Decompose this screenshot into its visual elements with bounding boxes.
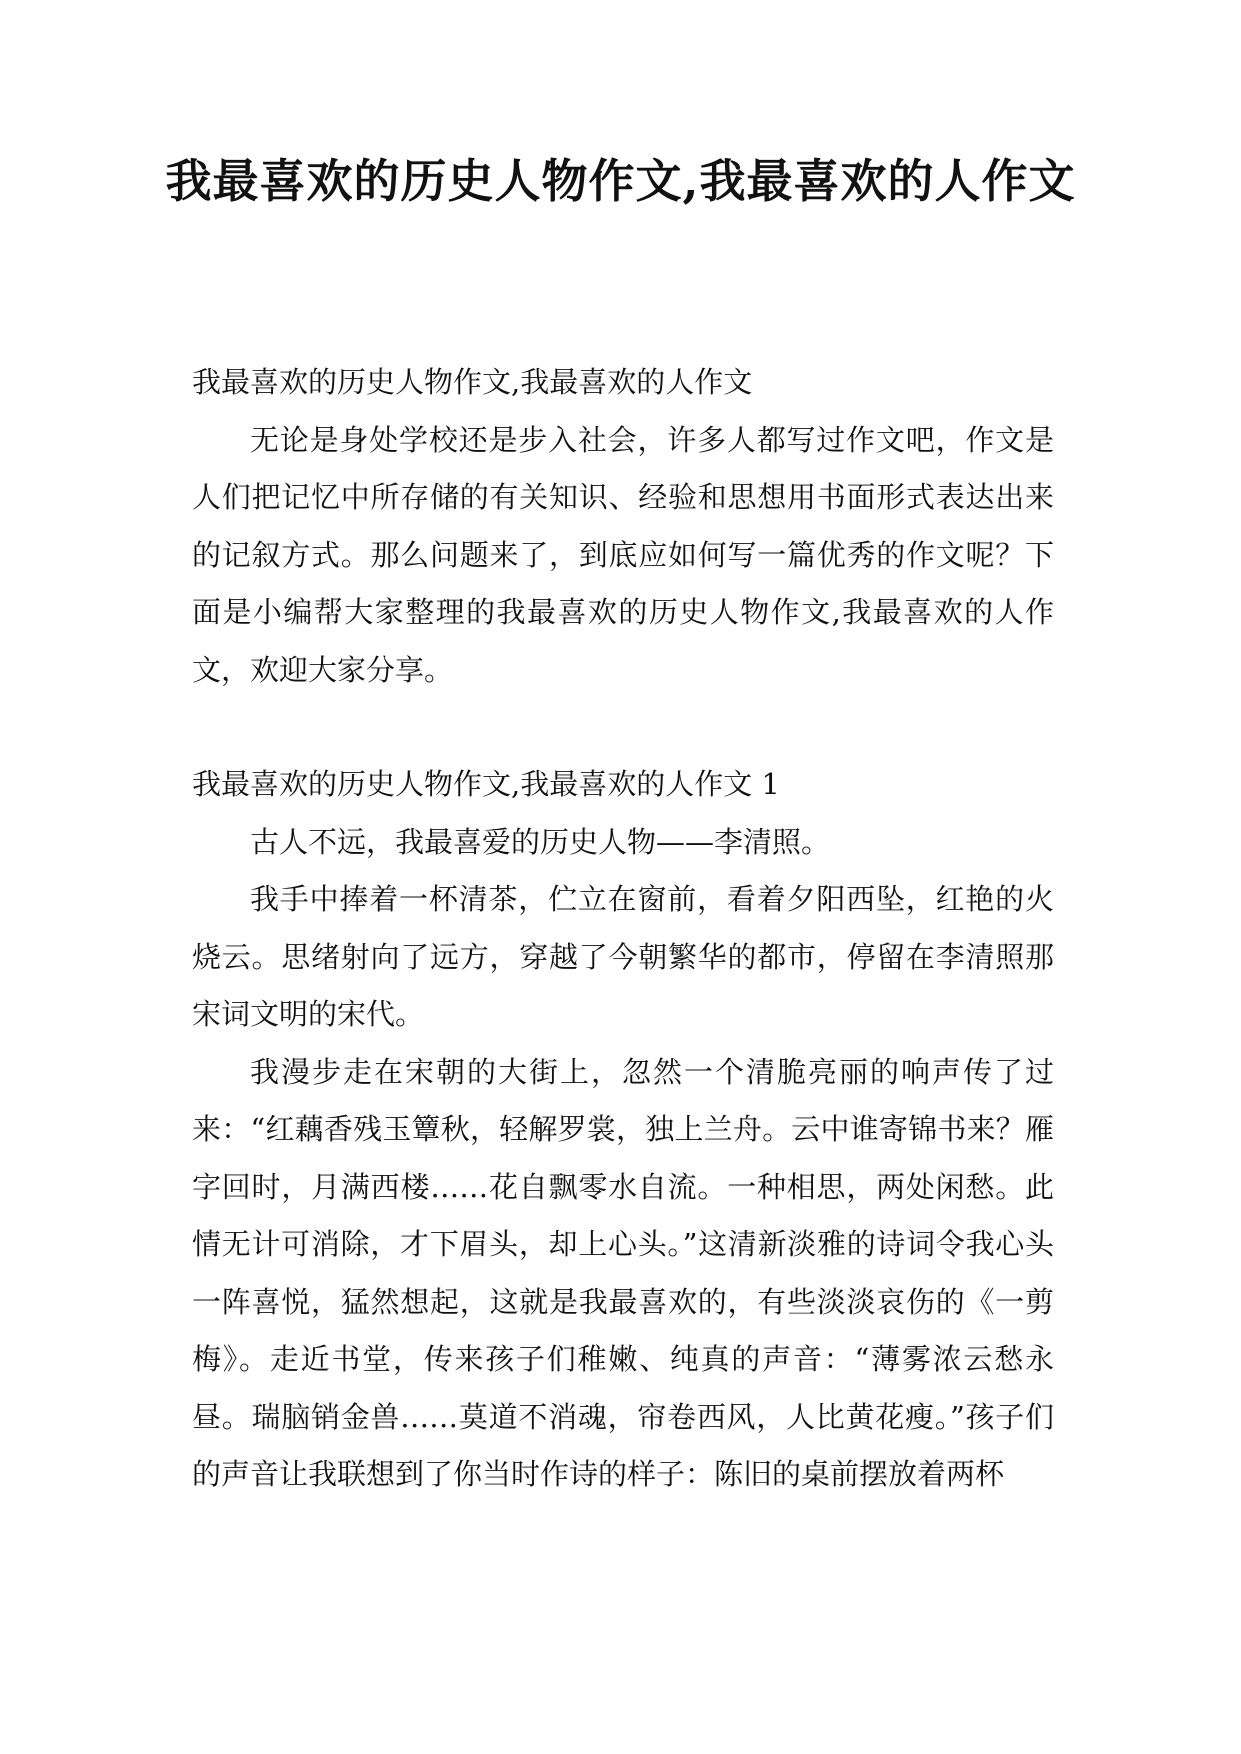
intro-paragraph: 无论是身处学校还是步入社会，许多人都写过作文吧，作文是人们把记忆中所存储的有关知识、经验和思想用书面形式表达出来的记叙方式。那么问题来了，到底应如何写一篇优秀的作文呢？下面是小编帮大家整理的我最喜欢的历史人物作文,我最喜欢的人作文，欢迎大家分享。 [192, 422, 1054, 687]
document-body [192, 354, 1054, 1504]
section-heading: 我最喜欢的历史人物作文,我最喜欢的人作文 1 [192, 767, 780, 801]
body-paragraph: 古人不远，我最喜爱的历史人物——李清照。 [250, 824, 831, 859]
body-paragraph: 我手中捧着一杯清茶，伫立在窗前，看着夕阳西坠，红艳的火烧云。思绪射向了远方，穿越了今朝繁华的都市，停留在李清照那宋词文明的宋代。 [192, 882, 1054, 1031]
document-title: 我最喜欢的历史人物作文,我最喜欢的人作文 [165, 154, 1076, 208]
document-subtitle: 我最喜欢的历史人物作文,我最喜欢的人作文 [192, 365, 753, 399]
section-spacer [192, 699, 1054, 756]
body-paragraph: 我漫步走在宋朝的大街上，忽然一个清脆亮丽的响声传了过来：“红藕香残玉簟秋，轻解罗裳，独上兰舟。云中谁寄锦书来？雁字回时，月满西楼……花自飘零水自流。一种相思，两处闲愁。此情无计可消除，才下眉头，却上心头。”这清新淡雅的诗词令我心头一阵喜悦，猛然想起，这就是我最喜欢的，有些淡淡哀伤的《一剪梅》。走近书堂，传来孩子们稚嫩、纯真的声音：“薄雾浓云愁永昼。瑞脑销金兽……莫道不消魂，帘卷西风，人比黄花瘦。”孩子们的声音让我联想到了你当时作诗的样子：陈旧的桌前摆放着两杯 [192, 1054, 1054, 1491]
